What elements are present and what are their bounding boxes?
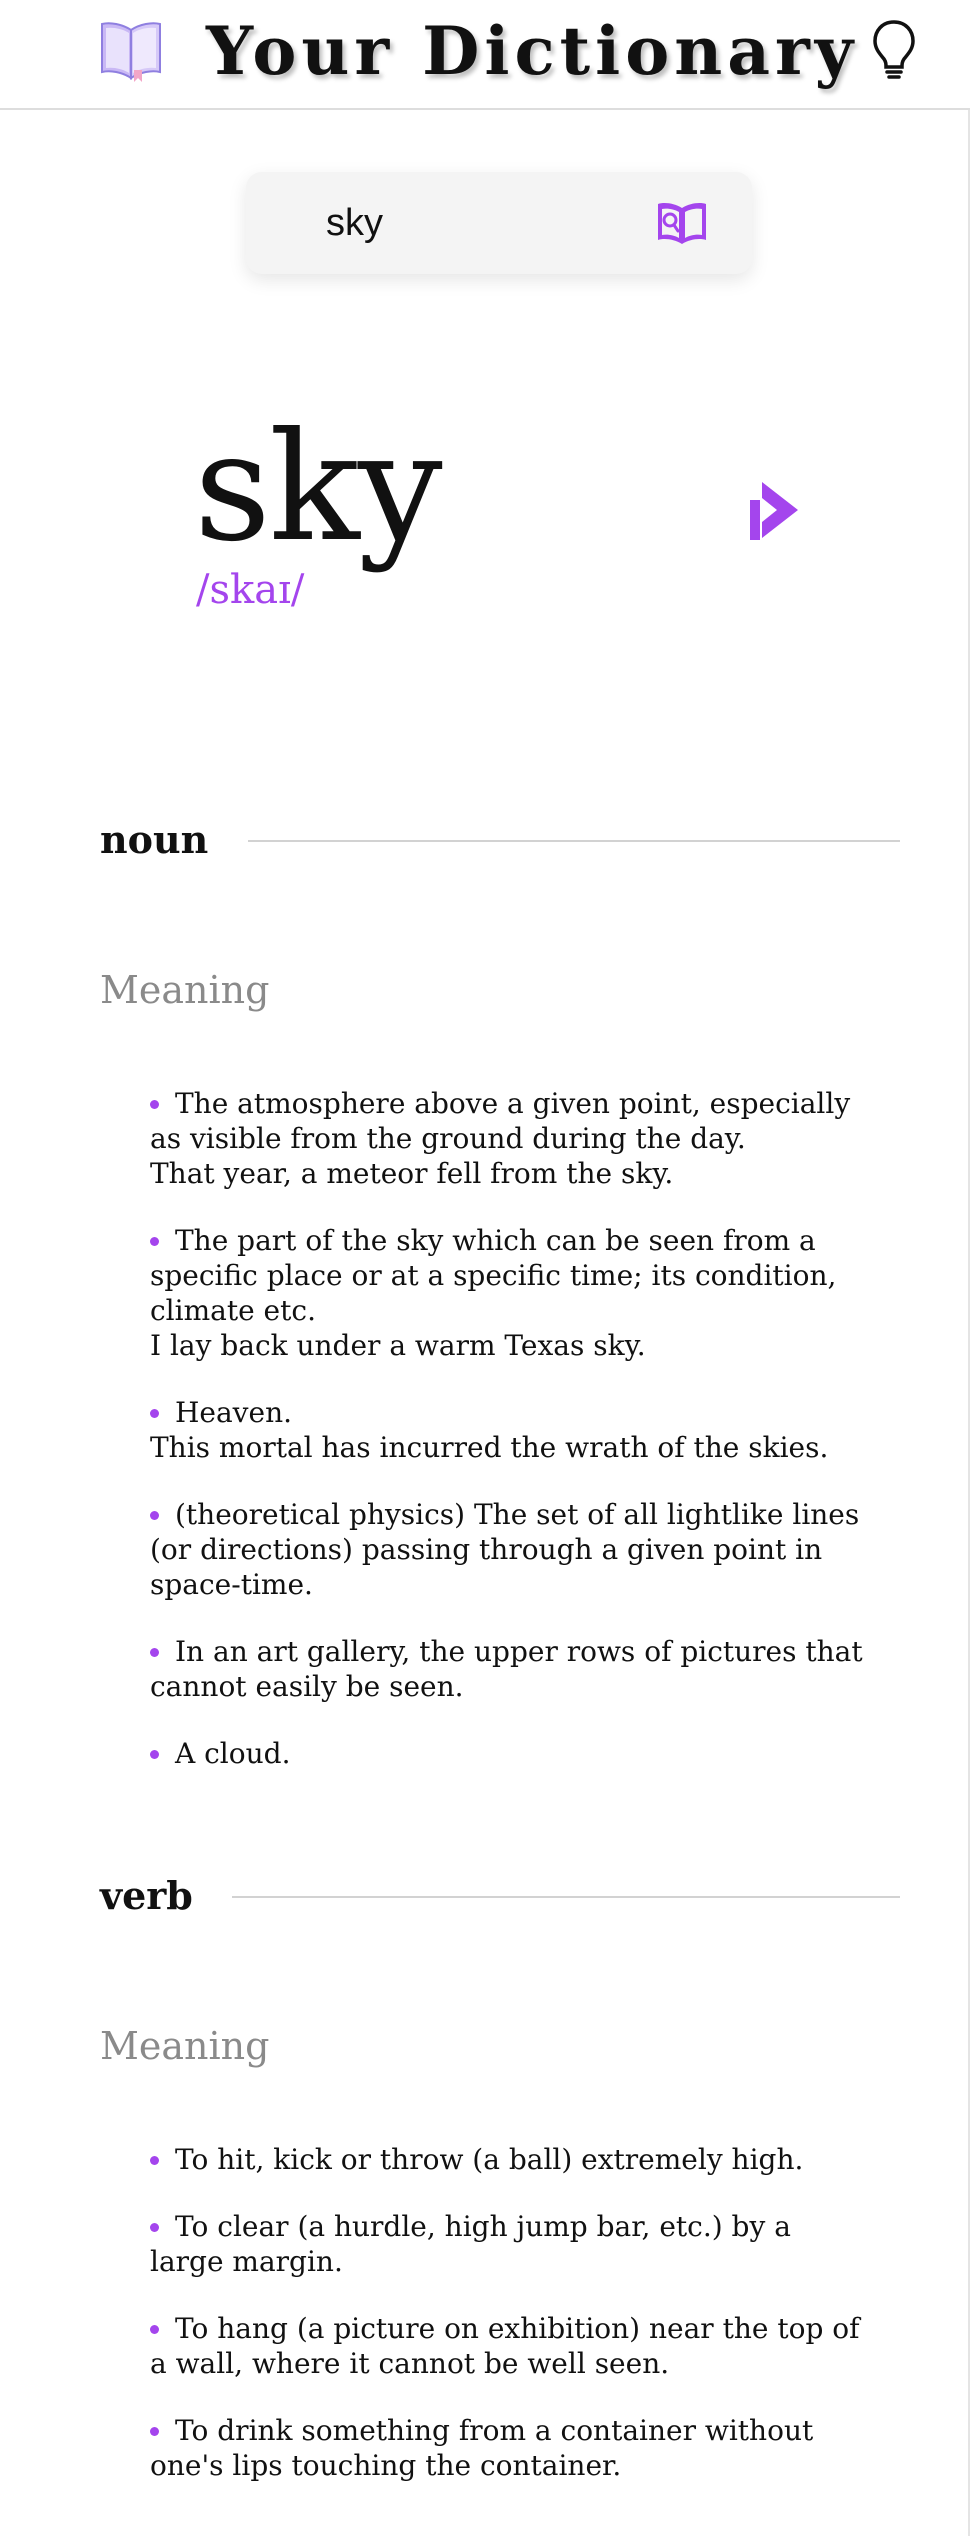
play-icon[interactable] (748, 478, 800, 542)
noun-section-header (100, 810, 900, 870)
definition-text: A cloud. (175, 1737, 291, 1770)
bullet-dot (150, 2325, 159, 2334)
list-item (150, 1223, 870, 1363)
list-item (150, 1736, 870, 1771)
bullet-dot (150, 1648, 159, 1657)
list-item (150, 2413, 870, 2483)
search-bar (246, 172, 752, 274)
verb-definitions-list (150, 2142, 870, 2515)
definition-text: (theoretical physics) The set of all lightlike lines (or directions) passing through a given point in space-time. (150, 1498, 860, 1601)
definition-text: To hang (a picture on exhibition) near the top of a wall, where it cannot be well seen. (150, 2312, 860, 2380)
definition-text: The atmosphere above a given point, especially as visible from the ground during the day. (150, 1087, 851, 1155)
bullet-dot (150, 2427, 159, 2436)
definition-example: I lay back under a warm Texas sky. (150, 1329, 646, 1362)
meaning-heading: Meaning (100, 2024, 270, 2068)
part-of-speech-label: verb (100, 1873, 193, 1918)
bullet-dot (150, 1511, 159, 1520)
app-header (0, 0, 970, 110)
definition-example: This mortal has incurred the wrath of the skies. (150, 1431, 829, 1464)
bullet-dot (150, 1237, 159, 1246)
bullet-dot (150, 1409, 159, 1418)
definition-text: To hit, kick or throw (a ball) extremely high. (175, 2143, 804, 2176)
bullet-dot (150, 2156, 159, 2165)
bullet-dot (150, 1100, 159, 1109)
bullet-dot (150, 2223, 159, 2232)
bullet-dot (150, 1750, 159, 1759)
part-of-speech-label: noun (100, 817, 209, 862)
verb-section-header (100, 1866, 900, 1926)
list-item (150, 2142, 870, 2177)
noun-definitions-list (150, 1086, 870, 1803)
definition-text: The part of the sky which can be seen from a specific place or at a specific time; its condition, climate etc. (150, 1224, 837, 1327)
section-divider (232, 1896, 900, 1898)
list-item (150, 2311, 870, 2381)
definition-text: To clear (a hurdle, high jump bar, etc.) by a large margin. (150, 2210, 791, 2278)
definition-text: Heaven. (175, 1396, 293, 1429)
book-icon (96, 18, 166, 82)
book-search-icon[interactable] (656, 200, 708, 246)
list-item (150, 1497, 870, 1602)
list-item (150, 1086, 870, 1191)
entry-word: sky (194, 401, 441, 575)
entry-phonetic: /skaɪ/ (196, 567, 305, 613)
definition-example: That year, a meteor fell from the sky. (150, 1157, 674, 1190)
lightbulb-icon[interactable] (870, 18, 918, 82)
meaning-heading: Meaning (100, 968, 270, 1012)
definition-text: To drink something from a container without one's lips touching the container. (150, 2414, 814, 2482)
list-item (150, 2209, 870, 2279)
app-title: Your Dictionary (206, 12, 859, 90)
section-divider (248, 840, 900, 842)
page-right-rule (968, 0, 970, 2536)
list-item (150, 1395, 870, 1465)
list-item (150, 1634, 870, 1704)
search-input[interactable] (326, 194, 626, 252)
definition-text: In an art gallery, the upper rows of pictures that cannot easily be seen. (150, 1635, 863, 1703)
